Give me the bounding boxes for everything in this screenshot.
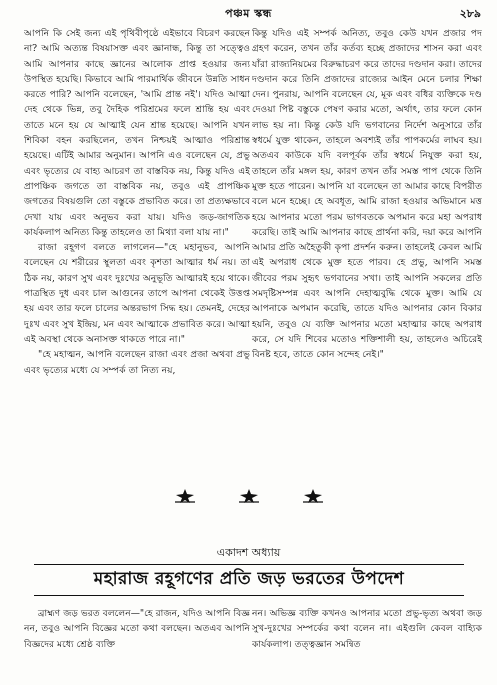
chapter-text-right — [252, 606, 482, 682]
section-divider — [0, 488, 497, 504]
ornament-icon — [174, 488, 196, 504]
running-header: পঞ্চম স্কন্ধ — [225, 7, 272, 20]
right-column — [252, 26, 482, 484]
paragraph: ব্রাহ্মণ জড় ভরত বললেন—"হে রাজন, যদিও আপনি বিজ্ঞ নন, তবুও আপনি বিজ্ঞের মতো কথা বলছেন। অতএব আপনি বিজ্ঞদের মধ্যে শ্রেষ্ঠ ব্যক্তি — [24, 608, 250, 650]
chapter-title: মহারাজ রহূগণের প্রতি জড় ভরতের উপদেশ — [93, 569, 405, 589]
left-column — [24, 26, 250, 484]
ornament-icon — [238, 488, 260, 504]
paragraph: নন। অভিজ্ঞ ব্যক্তি কখনও আপনার মতো প্রভু-ভৃত্য অথবা জড় সুখ-দুঃখের সম্পর্কের কথা বলেন না। এইগুলি কেবল বাহ্যিক কার্যকলাপ। তত্ত্বজ্ঞান সমন্বিত — [252, 608, 482, 650]
paragraph: "হে মহাত্মন, আপনি বলেছেন রাজা এবং প্রজা অথবা প্রভু এবং ভৃত্যের মধ্যে যে সম্পর্ক তা নিত্য নয়, — [24, 349, 250, 376]
paragraph: আপনি কি সেই জন্য এই পৃথিবীপৃষ্ঠে এইভাবে বিচরণ করছেন না? আমি অত্যন্ত বিষয়াসক্ত এবং জ্ঞানান্ধ, কিন্তু তা সত্ত্বেও আমি আপনার কাছে জ্ঞানের আলোক প্রাপ্ত হওয়ার জন্য উপস্থিত হয়েছি। কিভাবে আমি পারমার্থিক জীবনে উন্নতি সাধন করতে পারি? আপনি বলেছেন, 'আমি প্রান্ত নই'। যদিও আত্মা দেহ থেকে ভিন্ন, তবু দৈহিক পরিশ্রমের ফলে শ্রান্তি হয় এবং তাতে মনে হয় যে আত্মাই যেন শ্রান্ত হয়েছে। আপনি যখন শিবিকা বহন করছিলেন, তখন নিশ্চয়ই আত্মাও পরিশ্রান্ত হয়েছে। এটিই আমার অনুমান। আপনি এও বলেছেন যে, প্রভু এবং ভৃত্যের যে বাহ্য আচরণ তা বাস্তবিক নয়, কিন্তু যদিও এই প্রাপঞ্চিক জগতে তা বাস্তবিক নয়, তবুও এই প্রাপঞ্চিক জগতের বিষয়গুলি তো বস্তুকে প্রভাবিত করে। তা প্রত্যক্ষভাবে দেখা যায় এবং অনুভব করা যায়। যদিও জড়-জাগতিক কার্যকলাপ অনিত্য কিন্তু তাহলেও তা মিথ্যা বলা যায় না।" — [24, 28, 250, 238]
page-number: ২৮৯ — [459, 7, 481, 20]
paragraph: কিন্তু যদিও এই সম্পর্ক অনিত্য, তবুও কেউ যখন প্রজার পদ গ্রহণ করেন, তখন তাঁর কর্তব্য হচ্ছে প্রজাদের শাসন করা এবং যাঁরা রাজ্যনিয়মের বিরুদ্ধাচরণ করে তাদের দণ্ডদান করা। তাদের দণ্ডদান করে তিনি প্রজাদের রাজ্যের আইন মেনে চলার শিক্ষা দেন। পুনরায়, আপনি বলেছেন যে, মূক এবং বধির ব্যক্তিকে দণ্ড দেওয়া পিষ্ট বস্তুকে পেষণ করার মতো, অর্থাৎ, তার ফলে কোন লাভ হয় না। কিন্তু কেউ যদি ভগবানের নির্দেশ অনুসারে তাঁর স্বধর্মে যুক্ত থাকেন, তাহলে অবশ্যই তাঁর পাপকর্মের লাঘব হয়। অতএব কাউকে যদি বলপূর্বক তাঁর স্বধর্মে নিযুক্ত করা হয়, তাহলে তাঁর মঙ্গল হয়, কারণ তখন তাঁর সমস্ত পাপ থেকে তিনি মুক্ত হতে পারেন। আপনি যা বলেছেন তা আমার কাছে বিপরীত বলে মনে হচ্ছে। হে অবধূত, আমি রাজা হওয়ার অভিমানে মত্ত হয়ে আপনার মতো পরম ভাগবতকে অপমান করে মহা অপরাধ করেছি। তাই আমি আপনার কাছে প্রার্থনা করি, দয়া করে আপনি আমার প্রতি অহৈতুকী কৃপা প্রদর্শন করুন। তাহলেই কেবল আমি এই অপরাধ থেকে মুক্ত হতে পারব। হে প্রভু, আপনি সমস্ত জীবের পরম সুহৃৎ ভগবানের সখা। তাই আপনি সকলের প্রতি সমদৃষ্টিসম্পন্ন এবং আপনি দেহাত্মবুদ্ধি থেকে মুক্ত। আমি যে আপনাকে অপমান করেছি, তাতে যদিও আপনার কোন বিকার হয়নি, তবুও যে ব্যক্তি আপনার মতো মহাত্মার কাছে অপরাধ করে, সে যদি শিবের মতোও শক্তিশালী হয়, তাহলেও অচিরেই বিনষ্ট হবে, তাতে কোন সন্দেহ নেই।" — [252, 28, 482, 361]
chapter-label: একাদশ অধ্যায় — [216, 546, 281, 559]
ornament-icon — [302, 488, 324, 504]
chapter-text-left — [24, 606, 250, 682]
paragraph: রাজা রহূগণ বলতে লাগলেন—"হে মহানুভব, আপনি বলেছেন যে শরীরের স্থূলতা এবং কৃশতা আত্মার ধর্ম নয়। তা ঠিক নয়, কারণ সুখ এবং দুঃখের অনুভূতি আত্মারই হয়ে থাকে। পাত্রস্থিত দুধ এবং চাল আগুনের তাপে আপনা থেকেই উত্তপ্ত হয় এবং তার ফলে চালের অন্তরভাগ সিদ্ধ হয়। তেমনই, দেহের দুঃখ এবং সুখ ইন্দ্রিয়, মন এবং আত্মাকে প্রভাবিত করে। আত্মা এই অবস্থা থেকে অনাসক্ত থাকতে পারে না।" — [24, 242, 250, 345]
chapter-title-bar — [34, 564, 464, 596]
